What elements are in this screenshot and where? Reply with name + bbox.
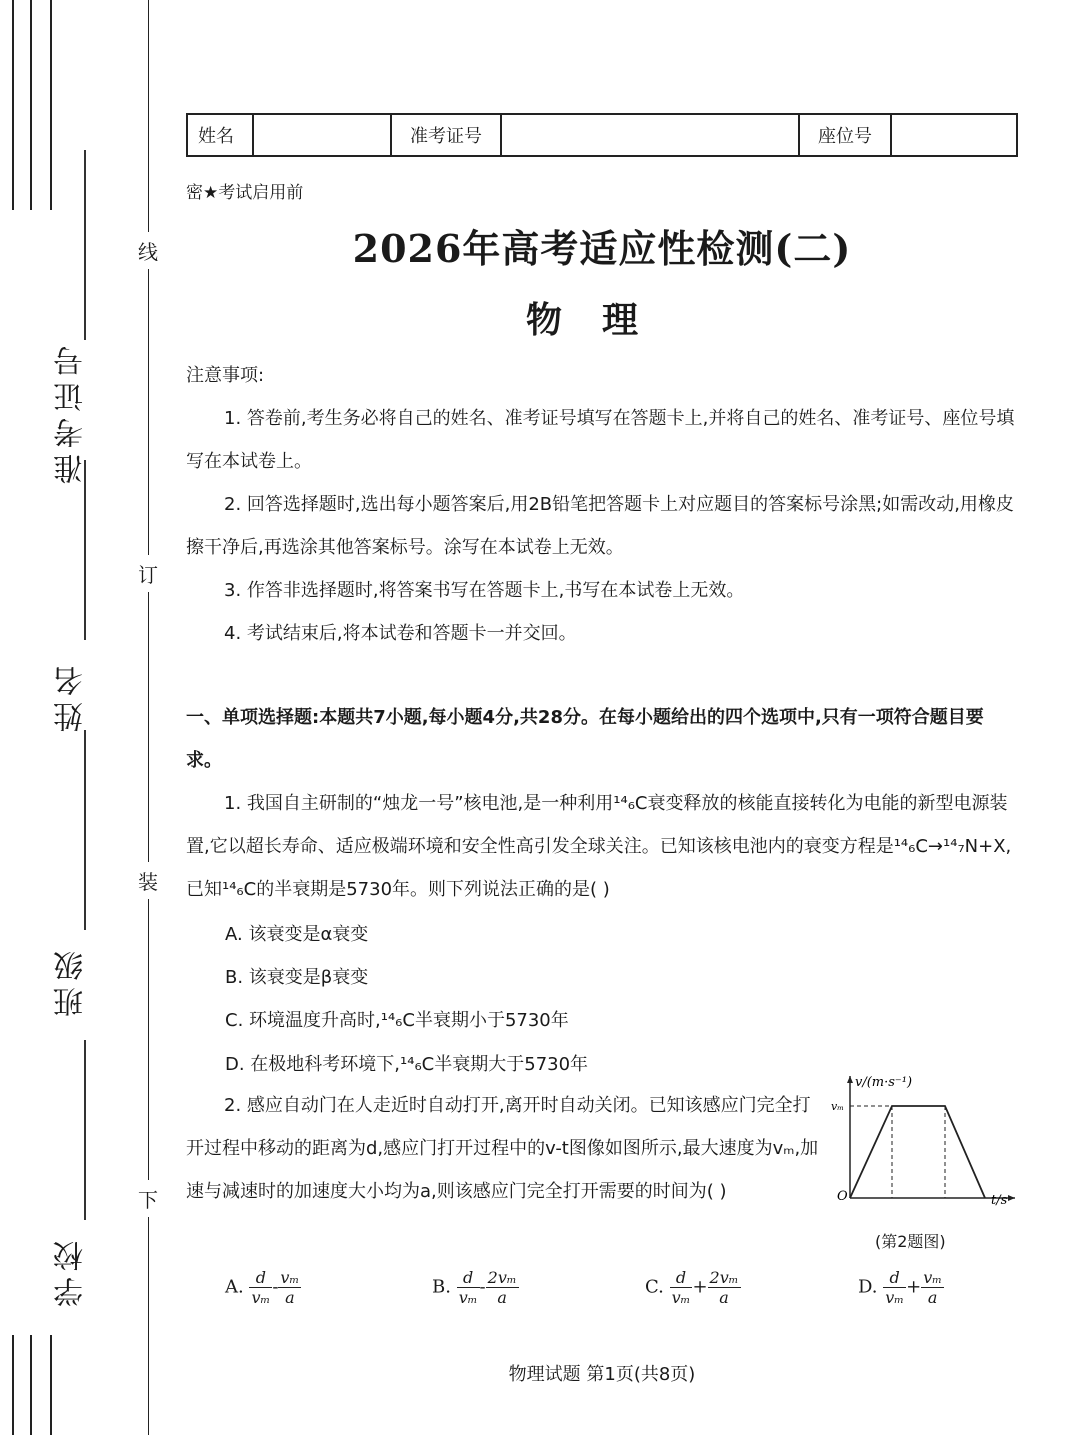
operator: - xyxy=(272,1276,279,1298)
fraction-2: $\frac{\text{2vₘ}}{a}$ xyxy=(487,1268,517,1307)
question-1-option-a: A. 该衰变是α衰变 xyxy=(225,924,369,945)
graph-vm-label: vₘ xyxy=(831,1100,844,1113)
operator: + xyxy=(692,1276,708,1298)
binding-mark-down: 下 xyxy=(138,1180,158,1217)
question-2-option-b xyxy=(432,1268,519,1307)
option-letter: D. xyxy=(858,1276,878,1298)
question-1-option-b: B. 该衰变是β衰变 xyxy=(225,967,369,988)
question-1-option-d: D. 在极地科考环境下,¹⁴₆C半衰期大于5730年 xyxy=(225,1054,589,1075)
fraction-1: $\frac{d}{\text{vₘ}}$ xyxy=(458,1268,478,1307)
class-underline xyxy=(84,730,86,930)
notice-item-4: 4. 考试结束后,将本试卷和答题卡一并交回。 xyxy=(224,623,577,644)
exam-id-underline xyxy=(84,150,86,340)
fraction-1: $\frac{d}{\text{vₘ}}$ xyxy=(671,1268,691,1307)
graph-origin-label: O xyxy=(837,1189,848,1204)
fraction-2: $\frac{\text{vₘ}}{a}$ xyxy=(923,1268,943,1307)
operator: - xyxy=(479,1276,486,1298)
question-2-option-d xyxy=(858,1268,944,1307)
notice-item-3: 3. 作答非选择题时,将答案书写在答题卡上,书写在本试卷上无效。 xyxy=(224,580,745,601)
margin-line-1 xyxy=(12,0,14,210)
name-field[interactable] xyxy=(253,114,391,156)
binding-label-class: 班级 xyxy=(54,945,89,1017)
question-2-option-c xyxy=(645,1268,741,1307)
binding-label-school: 学校 xyxy=(54,1235,89,1307)
binding-mark-bind: 装 xyxy=(138,862,158,899)
candidate-info-table xyxy=(186,113,1018,157)
binding-label-name: 姓名 xyxy=(54,660,89,732)
name-underline xyxy=(84,460,86,640)
margin-line-3 xyxy=(50,0,52,210)
margin-line-5 xyxy=(30,1335,32,1435)
binding-dashed-line xyxy=(148,0,149,1435)
page-footer: 物理试题 第1页(共8页) xyxy=(508,1364,696,1385)
seat-field[interactable] xyxy=(891,114,1017,156)
margin-line-6 xyxy=(50,1335,52,1435)
binding-mark-staple: 订 xyxy=(138,555,158,592)
question-1-option-c: C. 环境温度升高时,¹⁴₆C半衰期小于5730年 xyxy=(225,1010,569,1031)
fraction-2: $\frac{\text{2vₘ}}{a}$ xyxy=(709,1268,739,1307)
section-1-heading: 一、单项选择题:本题共7小题,每小题4分,共28分。在每小题给出的四个选项中,只有一项符合题目要求。 xyxy=(186,707,984,771)
exam-title: 2026年高考适应性检测(二) xyxy=(352,226,852,271)
fraction-1: $\frac{d}{\text{vₘ}}$ xyxy=(251,1268,271,1307)
exam-id-label: 准考证号 xyxy=(391,114,501,156)
question-2-figure-caption: (第2题图) xyxy=(875,1232,946,1251)
seat-label: 座位号 xyxy=(799,114,891,156)
secret-notice: 密★考试启用前 xyxy=(186,183,304,203)
school-underline xyxy=(84,1040,86,1220)
graph-x-axis-label: t/s xyxy=(991,1193,1008,1208)
notice-item-2: 2. 回答选择题时,选出每小题答案后,用2B铅笔把答题卡上对应题目的答案标号涂黑;如需改动,用橡皮擦干净后,再选涂其他答案标号。涂写在本试卷上无效。 xyxy=(186,494,1014,558)
binding-label-exam-id: 准考证号 xyxy=(54,340,89,484)
question-1-stem: 1. 我国自主研制的“烛龙一号”核电池,是一种利用¹⁴₆C衰变释放的核能直接转化为电能的新型电源装置,它以超长寿命、适应极端环境和安全性高引发全球关注。已知该核电池内的衰变方程是¹⁴₆C→¹⁴₇N+X,已知¹⁴₆C的半衰期是5730年。则下列说法正确的是( ) xyxy=(186,793,1012,900)
exam-id-field[interactable] xyxy=(501,114,799,156)
fraction-1: $\frac{d}{\text{vₘ}}$ xyxy=(885,1268,905,1307)
binding-mark-line: 线 xyxy=(138,232,158,269)
margin-line-2 xyxy=(30,0,32,210)
fraction-2: $\frac{\text{vₘ}}{a}$ xyxy=(280,1268,300,1307)
notice-heading: 注意事项: xyxy=(186,365,265,386)
question-2-vt-graph xyxy=(825,1068,1025,1218)
graph-y-axis-label: v/(m·s⁻¹) xyxy=(855,1075,913,1090)
question-2-option-a xyxy=(225,1268,301,1307)
operator: + xyxy=(906,1276,922,1298)
question-2-stem: 2. 感应自动门在人走近时自动打开,离开时自动关闭。已知该感应门完全打开过程中移动的距离为d,感应门打开过程中的v-t图像如图所示,最大速度为vₘ,加速与减速时的加速度大小均为a,则该感应门完全打开需要的时间为( ) xyxy=(186,1095,819,1202)
notice-item-1: 1. 答卷前,考生务必将自己的姓名、准考证号填写在答题卡上,并将自己的姓名、准考证号、座位号填写在本试卷上。 xyxy=(186,408,1015,472)
margin-line-4 xyxy=(12,1335,14,1435)
option-letter: A. xyxy=(225,1276,244,1298)
option-letter: B. xyxy=(432,1276,451,1298)
option-letter: C. xyxy=(645,1276,664,1298)
name-label: 姓名 xyxy=(187,114,253,156)
subject-title: 物理 xyxy=(525,299,678,341)
